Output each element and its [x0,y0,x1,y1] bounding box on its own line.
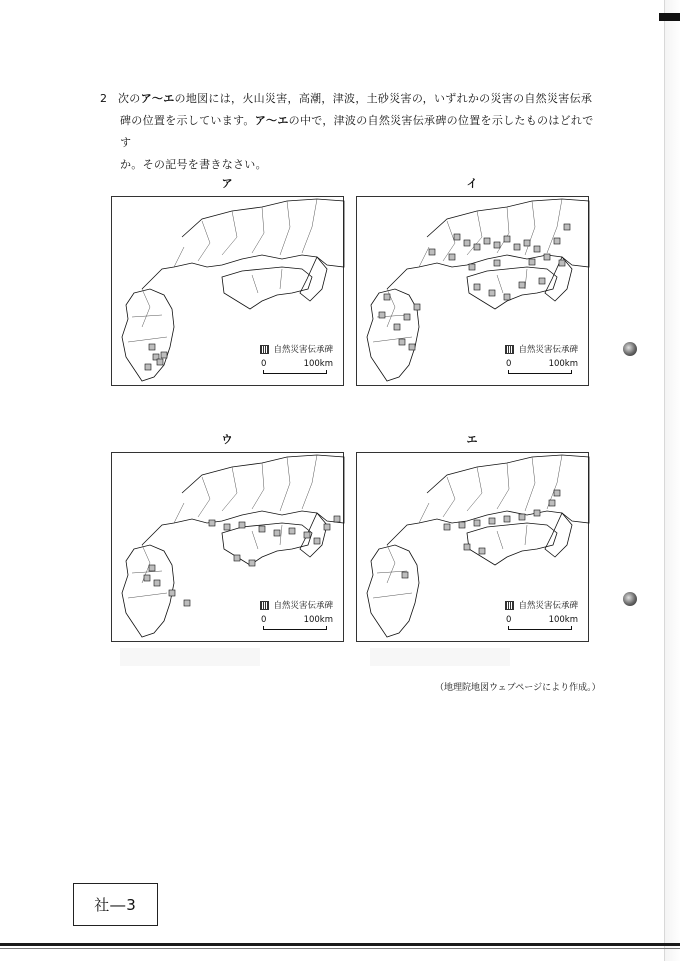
monument-marker [429,249,435,255]
prefecture-border [174,247,184,267]
prefecture-border [280,457,290,511]
monument-marker [414,304,420,310]
prefecture-border [387,545,395,583]
prefecture-border [280,201,290,255]
punch-hole-icon [623,342,637,356]
map-a [111,196,344,386]
monument-marker [514,244,520,250]
choice-range: ア～エ [140,92,175,105]
monument-marker [314,538,320,544]
monument-marker [529,259,535,265]
page-right-edge [664,0,680,961]
monument-marker [549,500,555,506]
monument-marker [559,260,565,266]
monument-marker [479,548,485,554]
prefecture-border [222,211,237,255]
map-label-i: イ [466,177,478,190]
monument-marker [474,244,480,250]
monument-marker [539,278,545,284]
monument-marker [399,339,405,345]
map-label-u: ウ [221,433,233,446]
monument-marker [554,490,560,496]
page-number-box: 社―3 [73,883,158,926]
monument-marker [161,352,167,358]
page-bottom-edge [0,943,680,946]
monument-marker [554,238,560,244]
legend-label: 自然災害伝承碑 [518,601,578,611]
map-e [356,452,589,642]
monument-marker [404,314,410,320]
monument-marker [249,560,255,566]
monument-marker [209,520,215,526]
prefecture-border [443,477,455,517]
monument-marker [379,312,385,318]
page-bottom-edge-line [0,948,680,949]
scale-distance: 100km [548,615,578,625]
show-through-shadow [120,648,260,666]
question-text-part: 碑の位置を示しています。 [120,114,255,127]
scale-distance: 100km [303,359,333,369]
scale-bar [506,359,578,379]
coastline [142,455,344,545]
monument-marker [274,530,280,536]
coastline [545,513,572,557]
monument-marker [474,284,480,290]
monument-marker [394,324,400,330]
question-line-2 [100,110,600,154]
map-i [356,196,589,386]
scale-zero: 0 [261,615,267,625]
prefecture-border [497,463,509,509]
prefecture-border [128,593,167,598]
monument-marker [384,294,390,300]
monument-icon [505,345,514,354]
prefecture-border [252,275,258,293]
monument-marker [489,518,495,524]
monument-icon [505,601,514,610]
prefecture-border [547,199,562,253]
map-legend [505,599,578,611]
monument-marker [534,510,540,516]
coastline [300,257,327,301]
prefecture-border [373,337,412,342]
monument-marker [504,294,510,300]
scale-distance: 100km [548,359,578,369]
monument-marker [449,254,455,260]
prefecture-border [198,221,210,261]
prefecture-border [497,275,503,293]
monument-marker [504,236,510,242]
monument-marker [564,224,570,230]
prefecture-border [302,199,317,253]
prefecture-border [373,593,412,598]
monument-marker [149,344,155,350]
monument-marker [459,522,465,528]
monument-marker [402,572,408,578]
prefecture-border [419,503,429,523]
question-text-part: 次の [118,92,141,105]
monument-marker [145,364,151,370]
question-text-part: の中で，津波の自然災害伝承碑の位置を示したものはどれです [120,114,594,149]
question-text [100,88,600,176]
coastline [467,267,557,309]
monument-marker [157,359,163,365]
source-note: （地理院地図ウェブページにより作成。） [435,683,601,693]
question-line-3: か。その記号を書きなさい。 [120,158,267,171]
monument-marker [259,526,265,532]
monument-marker [444,524,450,530]
prefecture-border [252,207,264,253]
scale-zero: 0 [506,615,512,625]
prefecture-border [302,455,317,509]
coastline [222,267,312,309]
monument-marker [524,240,530,246]
legend-label: 自然災害伝承碑 [273,601,333,611]
coastline [387,455,589,545]
monument-marker [474,520,480,526]
prefecture-border [174,503,184,523]
monument-marker [324,524,330,530]
prefecture-border [467,467,482,511]
monument-marker [239,522,245,528]
monument-marker [304,532,310,538]
coastline [142,199,344,289]
scale-zero: 0 [506,359,512,369]
monument-marker [464,240,470,246]
map-legend [260,343,333,355]
prefecture-border [252,463,264,509]
scale-bar [506,615,578,635]
map-label-e: エ [466,433,478,446]
monument-marker [149,565,155,571]
prefecture-border [252,531,258,549]
monument-marker [224,524,230,530]
monument-marker [454,234,460,240]
prefecture-border [132,315,162,317]
corner-mark [659,13,680,21]
monument-marker [469,264,475,270]
monument-marker [519,514,525,520]
legend-label: 自然災害伝承碑 [273,345,333,355]
legend-label: 自然災害伝承碑 [518,345,578,355]
monument-marker [144,575,150,581]
scale-bar [261,359,333,379]
monument-marker [504,516,510,522]
question-text-part: の地図には，火山災害，高潮，津波，土砂災害の，いずれかの災害の自然災害伝承 [174,92,593,105]
prefecture-border [525,457,535,511]
prefecture-border [222,467,237,511]
monument-marker [484,238,490,244]
monument-marker [169,590,175,596]
prefecture-border [525,525,527,545]
monument-marker [534,246,540,252]
monument-marker [494,260,500,266]
prefecture-border [142,289,150,327]
monument-marker [494,242,500,248]
monument-marker [154,580,160,586]
show-through-shadow [370,648,510,666]
prefecture-border [128,337,167,342]
monument-marker [489,290,495,296]
prefecture-border [525,201,535,255]
punch-hole-icon [623,592,637,606]
monument-marker [544,254,550,260]
monument-marker [234,555,240,561]
scale-distance: 100km [303,615,333,625]
coastline [545,257,572,301]
monument-icon [260,601,269,610]
monument-marker [289,528,295,534]
monument-marker [334,516,340,522]
choice-range: ア～エ [254,114,289,127]
monument-marker [184,600,190,606]
monument-icon [260,345,269,354]
prefecture-border [419,247,429,267]
prefecture-border [132,571,162,573]
monument-marker [409,344,415,350]
map-legend [260,599,333,611]
prefecture-border [497,531,503,549]
monument-marker [519,282,525,288]
prefecture-border [198,477,210,517]
map-u [111,452,344,642]
scale-bar [261,615,333,635]
scale-zero: 0 [261,359,267,369]
monument-marker [464,544,470,550]
question-number: 2 [100,92,108,105]
map-legend [505,343,578,355]
map-label-a: ア [221,177,233,190]
prefecture-border [280,269,282,289]
coastline [467,523,557,565]
